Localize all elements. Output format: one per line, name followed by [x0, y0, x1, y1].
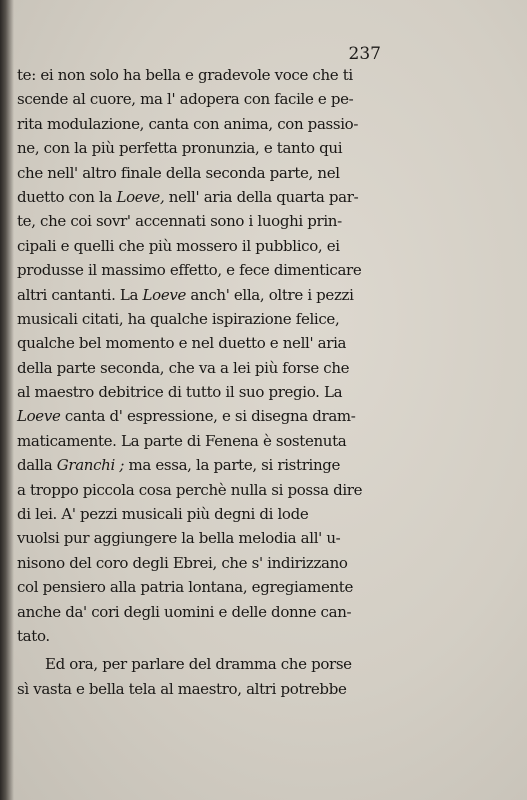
text-line: scende al cuore, ma l' adopera con facile e pe- [17, 90, 354, 109]
text-segment: duetto con la [17, 187, 117, 206]
text-line: a troppo piccola cosa perchè nulla si possa dire [17, 480, 363, 499]
text-segment: nell' aria della quarta par- [164, 187, 359, 206]
text-line: rita modulazione, canta con anima, con passio- [17, 114, 359, 133]
text-line: tato. [17, 626, 50, 645]
text-line: produsse il massimo effetto, e fece dimenticare [17, 261, 362, 280]
text-line: che nell' altro finale della seconda parte, nel [17, 163, 340, 182]
text-line [17, 404, 389, 428]
text-segment: dalla [17, 456, 57, 475]
text-line: Ed ora, per parlare del dramma che porse [45, 655, 352, 674]
text-line: col pensiero alla patria lontana, egregiamente [17, 578, 354, 597]
italic-name: Loeve, [116, 187, 165, 206]
text-line: qualche bel momento e nel duetto e nell' aria [17, 334, 347, 353]
text-line: te, che coi sovr' accennati sono i luoghi prin- [17, 212, 342, 231]
italic-name: Loeve [17, 407, 61, 426]
text-segment: anch' ella, oltre i pezzi [186, 285, 354, 304]
text-line: sì vasta e bella tela al maestro, altri potrebbe [17, 679, 347, 698]
text-line: cipali e quelli che più mossero il pubblico, ei [17, 236, 340, 255]
text-line [17, 453, 389, 477]
text-segment: canta d' espressione, e si disegna dram- [60, 407, 356, 426]
italic-name: Granchi ; [56, 456, 125, 475]
text-line: maticamente. La parte di Fenena è sostenuta [17, 431, 347, 450]
text-line: vuolsi pur aggiungere la bella melodia all' u- [17, 529, 341, 548]
binding-shadow [0, 0, 14, 800]
text-segment: ma essa, la parte, si ristringe [124, 456, 341, 475]
text-segment: altri cantanti. La [17, 285, 143, 304]
page-number: 237 [348, 44, 381, 64]
text-line: te: ei non solo ha bella e gradevole voce che ti [17, 66, 353, 84]
text-line [17, 185, 389, 209]
text-line: anche da' cori degli uomini e delle donne can- [17, 602, 352, 621]
text-line: nisono del coro degli Ebrei, che s' indirizzano [17, 553, 348, 572]
italic-name: Loeve [142, 285, 187, 304]
body-text [17, 63, 389, 701]
text-line: della parte seconda, che va a lei più forse che [17, 358, 350, 377]
text-line: al maestro debitrice di tutto il suo pregio. La [17, 383, 343, 402]
text-line: di lei. A' pezzi musicali più degni di lode [17, 505, 309, 524]
text-line [17, 283, 389, 307]
text-line: musicali citati, ha qualche ispirazione felice, [17, 309, 340, 328]
text-line: ne, con la più perfetta pronunzia, e tanto qui [17, 139, 343, 158]
